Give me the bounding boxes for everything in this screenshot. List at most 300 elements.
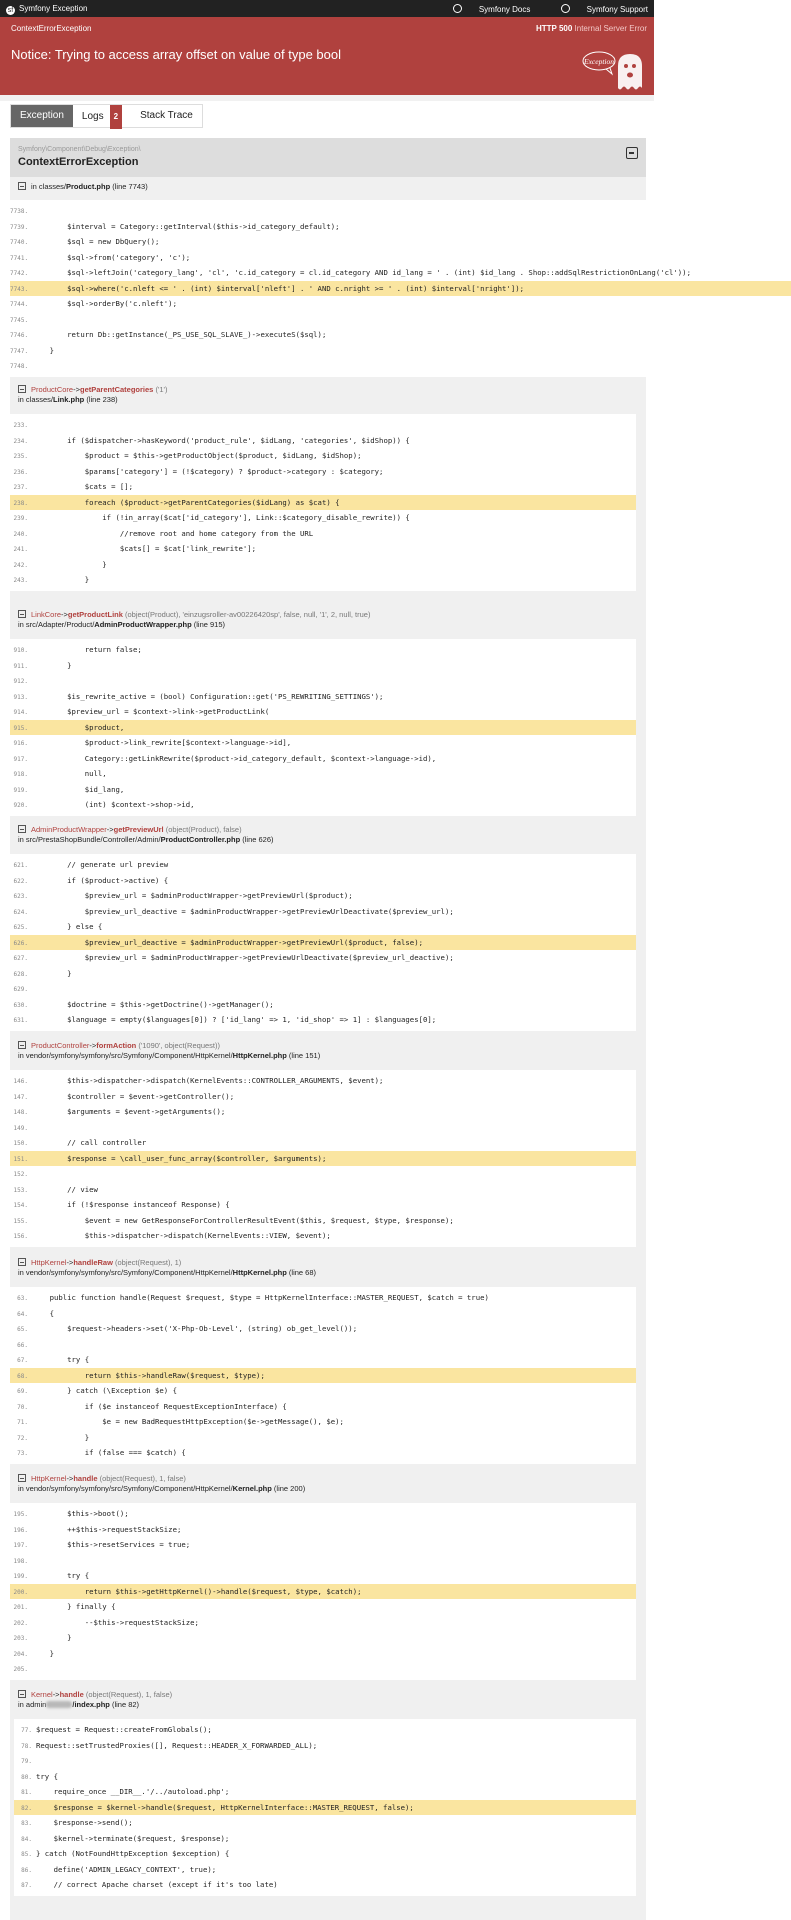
frame-toggle-icon[interactable] [18, 1690, 26, 1698]
frame-arrow: -> [66, 1258, 74, 1267]
code-line [10, 265, 791, 281]
frame-class: AdminProductWrapper [31, 825, 107, 834]
code-line [14, 1738, 636, 1754]
code-line [10, 1414, 636, 1430]
line-number: 629. [13, 986, 28, 993]
code-line [10, 1506, 636, 1522]
tab-logs-label: Logs [81, 111, 104, 122]
frame-line-number: (line 68) [286, 1268, 317, 1277]
code-line [10, 1537, 636, 1553]
brand-label: Symfony Exception [19, 4, 88, 13]
frame-line-number: (line 238) [84, 395, 118, 404]
code-text: null, [32, 769, 107, 778]
code-line [10, 1352, 636, 1368]
line-number: 622. [13, 877, 28, 885]
code-text: foreach ($product->getParentCategories($idLang) as $cat) { [32, 497, 340, 507]
code-line [10, 704, 636, 720]
frame-header [18, 1474, 305, 1494]
frame-line-number: (line 915) [191, 620, 226, 629]
line-number: 916. [13, 740, 28, 747]
line-number: 626. [13, 939, 28, 947]
line-number: 242. [13, 561, 28, 569]
code-text: $this->boot(); [32, 1509, 129, 1518]
code-excerpt [14, 1719, 636, 1896]
line-number: 80. [21, 1773, 32, 1781]
code-line [10, 312, 791, 328]
code-text: try { [32, 1355, 90, 1364]
code-text: return Db::getInstance(_PS_USE_SQL_SLAVE_)->executeS($sql); [32, 330, 327, 339]
code-line [10, 1321, 636, 1337]
code-text: if ($product->active) { [32, 875, 169, 885]
code-line [10, 1089, 636, 1105]
line-number: 69. [17, 1388, 28, 1395]
code-line [10, 1228, 636, 1244]
code-line [10, 433, 636, 449]
code-line [14, 1846, 636, 1862]
code-text: return false; [32, 645, 142, 654]
code-line [10, 343, 791, 359]
code-excerpt [10, 1287, 636, 1464]
code-line [10, 1306, 636, 1322]
frame-toggle-icon[interactable] [18, 1258, 26, 1266]
symfony-logo-icon: sf [7, 7, 14, 14]
code-text: $params['category'] = (!$category) ? $product->category : $category; [32, 466, 384, 476]
frame-file [18, 182, 148, 192]
frame-file [18, 395, 167, 405]
line-number: 68. [17, 1372, 28, 1380]
code-line [10, 1599, 636, 1615]
frame-file-name: HttpKernel.php [232, 1051, 287, 1060]
code-text: if ($dispatcher->hasKeyword('product_rule', $idLang, 'categories', $idShop)) { [32, 435, 410, 445]
highlighted-code-line [10, 1584, 636, 1600]
highlighted-code-line [10, 935, 636, 951]
code-line [10, 1166, 636, 1182]
code-excerpt [10, 1070, 636, 1247]
code-text: if (false === $catch) { [32, 1448, 186, 1457]
frame-line-number: (line 200) [271, 1484, 306, 1493]
frame-call-line [18, 385, 167, 395]
frame-arrow: -> [52, 1690, 60, 1699]
code-line [10, 1197, 636, 1213]
line-number: 79. [21, 1758, 32, 1765]
frame-args: (object(Product), 'einzugsroller-av00226420sp', false, null, '1', 2, null, true) [122, 610, 371, 619]
line-number: 197. [13, 1542, 28, 1549]
code-text: $sql->orderBy('c.nleft'); [32, 299, 177, 308]
code-text: } else { [32, 922, 103, 931]
frame-function: formAction [96, 1041, 137, 1050]
exception-namespace: Symfony\Component\Debug\Exception\ [18, 146, 141, 153]
code-line [10, 572, 636, 588]
line-number: 240. [13, 530, 28, 538]
highlighted-code-line [10, 281, 791, 297]
code-text: } [32, 968, 72, 978]
code-text: $sql->leftJoin('category_lang', 'cl', 'c.id_category = cl.id_category AND id_lang = ' . (int) $id_lang . Shop::addSqlRestrictionOnLang('cl')); [32, 268, 691, 277]
tab-exception[interactable]: Exception [11, 105, 73, 127]
code-line [10, 203, 791, 219]
code-line [14, 1753, 636, 1769]
frame-call-line [18, 1041, 320, 1051]
line-number: 87. [21, 1882, 32, 1889]
frame-call-line [18, 610, 370, 620]
code-line [10, 417, 636, 433]
line-number: 66. [17, 1341, 28, 1349]
code-line [10, 1337, 636, 1353]
code-line [10, 904, 636, 920]
code-text: $preview_url = $adminProductWrapper->getPreviewUrl($product); [32, 891, 353, 900]
line-number: 77. [21, 1727, 32, 1734]
code-text: if (!$response instanceof Response) { [32, 1200, 230, 1209]
frame-function: getParentCategories [80, 385, 154, 394]
line-number: 64. [17, 1310, 28, 1318]
code-line [10, 1120, 636, 1136]
frame-toggle-icon[interactable] [18, 385, 26, 393]
line-number: 920. [13, 802, 28, 809]
code-text: // call controller [32, 1138, 147, 1147]
code-text: $id_lang, [32, 784, 125, 794]
code-text: $this->dispatcher->dispatch(KernelEvents::VIEW, $event); [32, 1231, 331, 1240]
frame-file [18, 620, 370, 630]
docs-link-label: Symfony Docs [478, 5, 531, 14]
code-text: $request = Request::createFromGlobals(); [36, 1725, 212, 1734]
frame-class: ProductController [31, 1041, 90, 1050]
code-line [10, 327, 791, 343]
line-number: 911. [13, 662, 28, 670]
frame-toggle-icon[interactable] [18, 610, 26, 618]
code-text: } [32, 345, 54, 355]
code-text: $request->headers->set('X-Php-Ob-Level', (string) ob_get_level()); [32, 1324, 358, 1333]
frame-args: ('1') [153, 385, 168, 394]
frame-arrow: -> [61, 610, 68, 619]
code-text: $sql->from('category', 'c'); [32, 252, 191, 262]
frame-arrow: -> [66, 1474, 74, 1483]
code-text: $sql->where('c.nleft <= ' . (int) $interval['nleft'] . ' AND c.nright >= ' . (int) $interval['nright']); [32, 283, 525, 293]
frame-file-name: ProductController.php [160, 835, 241, 844]
brand[interactable] [6, 4, 87, 15]
line-number: 238. [13, 499, 28, 507]
frame-toggle-icon[interactable] [18, 1041, 26, 1049]
frame-function: handle [73, 1474, 98, 1483]
line-number: 7740. [10, 239, 29, 246]
frame-args: (object(Request), 1, false) [83, 1690, 173, 1699]
code-line [10, 526, 636, 542]
line-number: 631. [13, 1017, 28, 1024]
code-text: // view [32, 1184, 98, 1194]
code-text: $language = empty($languages[0]) ? ['id_lang' => 1, 'id_shop' => 1] : $languages[0]; [32, 1015, 437, 1024]
line-number: 243. [13, 577, 28, 584]
code-text: $e = new BadRequestHttpException($e->getMessage(), $e); [32, 1417, 344, 1426]
code-text: //remove root and home category from the URL [32, 528, 314, 538]
line-number: 85. [21, 1851, 32, 1858]
line-number: 154. [13, 1202, 28, 1209]
line-number: 73. [17, 1450, 28, 1457]
line-number: 7738. [10, 208, 29, 215]
exception-class-title: ContextErrorException [18, 156, 139, 168]
frame-class: HttpKernel [31, 1474, 67, 1483]
line-number: 204. [13, 1650, 28, 1658]
line-number: 83. [21, 1820, 32, 1827]
frame-file-path: in vendor/symfony/symfony/src/Symfony/Component/HttpKernel/ [18, 1484, 233, 1493]
line-number: 196. [13, 1526, 28, 1534]
code-text: --$this->requestStackSize; [32, 1617, 199, 1627]
code-line [10, 296, 791, 312]
line-number: 915. [13, 724, 28, 732]
support-link[interactable] [547, 5, 648, 14]
code-line [10, 1073, 636, 1089]
code-text: try { [32, 1571, 90, 1580]
frame-arrow: -> [89, 1041, 97, 1050]
frame-file-path: in vendor/symfony/symfony/src/Symfony/Component/HttpKernel/ [18, 1268, 233, 1277]
code-line [10, 1615, 636, 1631]
code-line [14, 1831, 636, 1847]
frame-header [18, 1258, 316, 1278]
code-text: $kernel->terminate($request, $response); [36, 1833, 230, 1843]
code-line [10, 1383, 636, 1399]
code-text: $response->send(); [36, 1818, 133, 1827]
frame-file-name: /index.php [72, 1700, 110, 1709]
line-number: 627. [13, 955, 28, 962]
frame-file-name: Product.php [66, 182, 111, 191]
line-number: 7742. [10, 270, 29, 277]
line-number: 7743. [10, 285, 29, 293]
code-line [10, 1399, 636, 1415]
code-line [14, 1722, 636, 1738]
code-text: define('ADMIN_LEGACY_CONTEXT', true); [36, 1864, 217, 1874]
line-number: 7744. [10, 301, 29, 308]
code-text: // correct Apache charset (except if it's too late) [36, 1880, 278, 1889]
line-number: 70. [17, 1403, 28, 1411]
code-text: } [32, 1633, 72, 1642]
frame-file [18, 1051, 320, 1061]
code-text: $preview_url = $context->link->getProductLink( [32, 707, 270, 716]
line-number: 7739. [10, 223, 29, 231]
code-line [10, 1445, 636, 1461]
frame-line-number: (line 151) [286, 1051, 321, 1060]
code-text: $controller = $event->getController(); [32, 1091, 235, 1101]
code-line [14, 1769, 636, 1785]
code-excerpt [10, 1503, 636, 1680]
line-number: 63. [17, 1295, 28, 1302]
code-text: if ($e instanceof RequestExceptionInterface) { [32, 1401, 287, 1411]
line-number: 152. [13, 1171, 28, 1178]
line-number: 235. [13, 453, 28, 460]
status-code: HTTP 500 [535, 24, 573, 33]
code-excerpt [10, 639, 636, 816]
frame-arrow: -> [73, 385, 80, 394]
frame-toggle-icon[interactable] [18, 1474, 26, 1482]
frame-header [18, 610, 370, 630]
line-number: 625. [13, 924, 28, 931]
frame-header [18, 385, 167, 405]
highlighted-code-line [10, 495, 636, 511]
frame-arrow: -> [106, 825, 114, 834]
code-line [10, 1182, 636, 1198]
line-number: 7746. [10, 332, 29, 339]
code-line [10, 1290, 636, 1306]
code-line [10, 1522, 636, 1538]
code-text: $sql = new DbQuery(); [32, 237, 160, 246]
line-number: 65. [17, 1326, 28, 1333]
code-excerpt [10, 200, 791, 377]
line-number: 239. [13, 515, 28, 522]
code-text: ++$this->requestStackSize; [32, 1524, 182, 1534]
line-number: 150. [13, 1140, 28, 1147]
frame-file-path: in classes/ [18, 395, 54, 404]
code-line [10, 1213, 636, 1229]
frame-args: (object(Request), 1, false) [97, 1474, 186, 1483]
frame-function: getPreviewUrl [113, 825, 164, 834]
frame-class: HttpKernel [31, 1258, 67, 1267]
code-text: if (!in_array($cat['id_category'], Link::$category_disable_rewrite)) { [32, 513, 410, 522]
line-number: 624. [13, 908, 28, 916]
frame-class: Kernel [31, 1690, 53, 1699]
code-text: $response = \call_user_func_array($controller, $arguments); [32, 1153, 327, 1163]
book-icon [453, 4, 462, 13]
code-text: $preview_url_deactive = $adminProductWrapper->getPreviewUrlDeactivate($preview_url); [32, 906, 454, 916]
frame-toggle-icon[interactable] [18, 182, 26, 190]
code-line [14, 1815, 636, 1831]
highlighted-code-line [10, 1368, 636, 1384]
code-text: $preview_url_deactive = $adminProductWrapper->getPreviewUrl($product, false); [32, 937, 423, 947]
line-number: 203. [13, 1635, 28, 1642]
support-icon [561, 4, 570, 13]
line-number: 200. [13, 1588, 28, 1596]
frame-file-path: in src/PrestaShopBundle/Controller/Admin/ [18, 835, 161, 844]
exception-ghost-icon [582, 46, 644, 96]
code-text: Category::getLinkRewrite($product->id_category_default, $context->language->id), [32, 753, 437, 763]
tab-logs[interactable] [73, 105, 131, 127]
code-line [14, 1784, 636, 1800]
code-line [10, 782, 636, 798]
code-text: try { [36, 1771, 58, 1781]
line-number: 241. [13, 546, 28, 553]
frame-file-name: Link.php [53, 395, 85, 404]
top-bar [0, 0, 654, 17]
code-text: $preview_url = $adminProductWrapper->getPreviewUrlDeactivate($preview_url_deactive); [32, 953, 454, 962]
code-line [10, 689, 636, 705]
code-text: } [32, 1648, 54, 1658]
line-number: 71. [17, 1419, 28, 1426]
frame-file-name: Kernel.php [232, 1484, 272, 1493]
code-line [10, 873, 636, 889]
code-line [10, 510, 636, 526]
line-number: 146. [13, 1078, 28, 1085]
code-text: $doctrine = $this->getDoctrine()->getManager(); [32, 999, 274, 1009]
code-line [10, 358, 791, 374]
line-number: 149. [13, 1124, 28, 1132]
code-text: return $this->handleRaw($request, $type); [32, 1370, 265, 1380]
tab-bar [10, 104, 203, 128]
code-line [10, 919, 636, 935]
frame-toggle-icon[interactable] [18, 825, 26, 833]
code-text: $product->link_rewrite[$context->language->id], [32, 738, 292, 747]
code-line [10, 464, 636, 480]
line-number: 621. [13, 862, 28, 869]
line-number: 237. [13, 484, 28, 491]
frame-file [18, 835, 274, 845]
code-line [10, 557, 636, 573]
top-links [425, 4, 648, 14]
status-text: Internal Server Error [574, 24, 647, 33]
code-line [10, 1646, 636, 1662]
line-number: 914. [13, 709, 28, 716]
exception-trace [10, 138, 691, 1920]
frame-file-path: in classes/ [31, 182, 67, 191]
code-line [10, 857, 636, 873]
code-line [10, 751, 636, 767]
frame-call-line [18, 825, 274, 835]
code-line [10, 658, 636, 674]
error-header [0, 17, 654, 95]
line-number: 82. [21, 1804, 32, 1812]
code-line [10, 1568, 636, 1584]
line-number: 148. [13, 1109, 28, 1116]
code-line [10, 1430, 636, 1446]
code-line [10, 981, 636, 997]
docs-link[interactable] [439, 5, 531, 14]
line-number: 198. [13, 1557, 28, 1565]
code-text: Request::setTrustedProxies([], Request::HEADER_X_FORWARDED_ALL); [36, 1740, 318, 1750]
ghost-bubble-text: Exception [584, 57, 614, 66]
line-number: 919. [13, 786, 28, 794]
line-number: 623. [13, 893, 28, 900]
code-text: } [32, 575, 90, 584]
frame-file-path: in src/Adapter/Product/ [18, 620, 95, 629]
code-text: $cats = []; [32, 482, 134, 491]
code-line [14, 1862, 636, 1878]
frame-file [18, 1484, 305, 1494]
frame-file-name: AdminProductWrapper.php [94, 620, 192, 629]
code-line [10, 479, 636, 495]
code-line [10, 1104, 636, 1120]
frame-header [18, 1690, 172, 1710]
code-text: $interval = Category::getInterval($this->id_category_default); [32, 221, 340, 231]
code-line [10, 448, 636, 464]
line-number: 202. [13, 1619, 28, 1627]
frame-function: handle [59, 1690, 84, 1699]
exception-class-label: ContextErrorException [11, 24, 92, 33]
line-number: 912. [13, 678, 28, 685]
frame-file-path: in admin [18, 1700, 47, 1709]
tab-area-separator [0, 95, 654, 101]
line-number: 153. [13, 1186, 28, 1194]
code-line [10, 1661, 636, 1677]
code-text: $cats[] = $cat['link_rewrite']; [32, 544, 257, 553]
tab-stack-trace[interactable]: Stack Trace [140, 110, 193, 121]
code-line [10, 219, 791, 235]
code-line [10, 1012, 636, 1028]
collapse-trace-toggle-icon[interactable] [626, 147, 638, 159]
code-line [10, 1135, 636, 1151]
frame-class: LinkCore [31, 610, 62, 619]
frame-args: (object(Request), 1) [112, 1258, 182, 1267]
code-text: require_once __DIR__.'/../autoload.php'; [36, 1787, 230, 1796]
frame-file [18, 1268, 316, 1278]
code-line [10, 673, 636, 689]
frame-file-path: in vendor/symfony/symfony/src/Symfony/Component/HttpKernel/ [18, 1051, 233, 1060]
frame-header [18, 825, 274, 845]
code-text: (int) $context->shop->id, [32, 800, 195, 809]
exception-header [10, 138, 646, 177]
code-line [10, 1553, 636, 1569]
line-number: 7747. [10, 347, 29, 355]
logs-count-badge: 2 [110, 105, 122, 129]
frame-line-number: (line 626) [240, 835, 274, 844]
line-number: 913. [13, 693, 28, 701]
code-text: $response = $kernel->handle($request, HttpKernelInterface::MASTER_REQUEST, false); [36, 1802, 414, 1812]
line-number: 234. [13, 437, 28, 445]
code-text: } [32, 660, 72, 670]
line-number: 155. [13, 1217, 28, 1225]
